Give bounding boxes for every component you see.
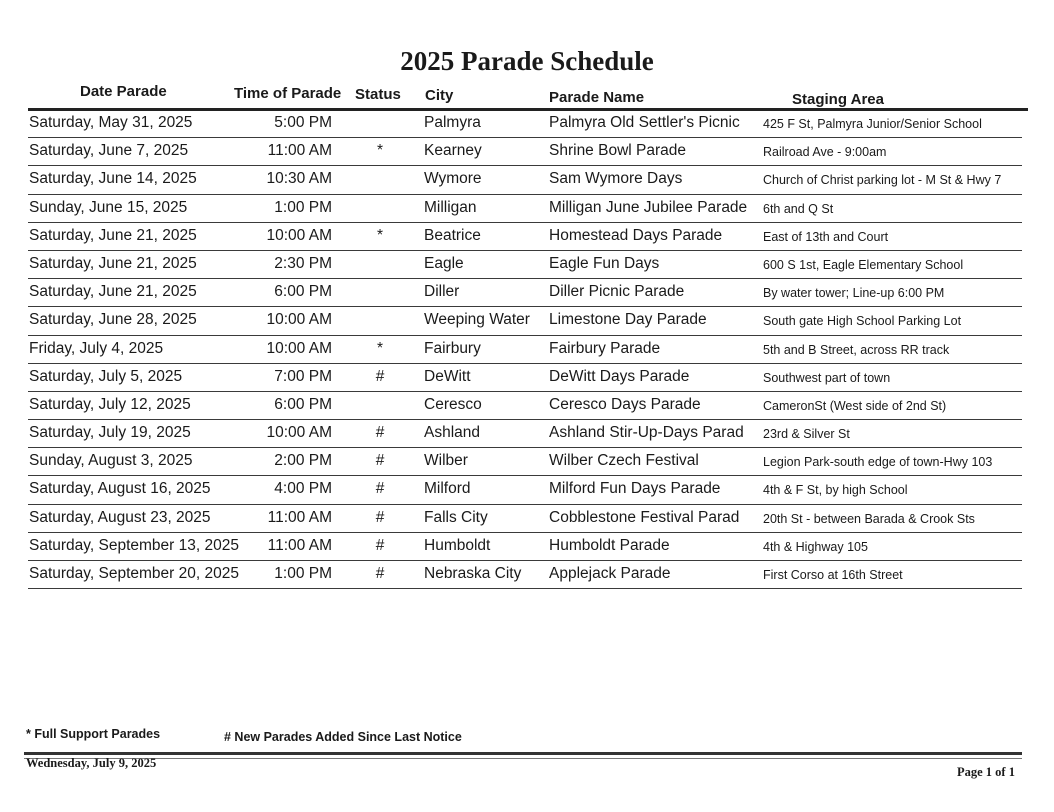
row-staging-area: By water tower; Line-up 6:00 PM xyxy=(763,286,945,301)
row-city: Palmyra xyxy=(424,114,481,131)
row-time: 2:00 PM xyxy=(274,452,332,470)
row-time: 6:00 PM xyxy=(274,283,332,301)
row-city: Falls City xyxy=(424,508,488,526)
row-time: 5:00 PM xyxy=(274,114,332,131)
row-city: DeWitt xyxy=(424,367,471,385)
row-time: 11:00 AM xyxy=(267,508,332,526)
row-status: # xyxy=(375,424,385,442)
legend-new-parades: # New Parades Added Since Last Notice xyxy=(224,730,462,744)
row-parade-name: DeWitt Days Parade xyxy=(549,367,690,385)
footer-date: Wednesday, July 9, 2025 xyxy=(26,756,157,770)
table-row xyxy=(0,251,1054,279)
row-city: Milligan xyxy=(424,198,477,216)
row-time: 11:00 AM xyxy=(267,142,332,160)
row-staging-area: 4th & F St, by high School xyxy=(763,483,908,498)
legend-full-support: * Full Support Parades xyxy=(26,727,161,741)
row-time: 10:00 AM xyxy=(266,424,332,442)
row-city: Humboldt xyxy=(424,536,491,554)
page-title: 2025 Parade Schedule xyxy=(400,46,654,76)
footer-rule xyxy=(24,752,1022,755)
table-row xyxy=(0,420,1054,448)
row-parade-name: Eagle Fun Days xyxy=(549,254,660,272)
row-status: * xyxy=(376,339,384,357)
row-time: 6:00 PM xyxy=(274,395,332,413)
column-header-date: Date Parade xyxy=(80,83,167,100)
row-city: Wilber xyxy=(424,452,468,470)
table-row xyxy=(0,561,1054,589)
table-row xyxy=(0,505,1054,533)
column-header-city: City xyxy=(425,87,454,104)
row-parade-name: Diller Picnic Parade xyxy=(549,283,685,301)
column-header-status: Status xyxy=(355,86,401,103)
row-date: Saturday, July 5, 2025 xyxy=(29,367,183,385)
row-time: 7:00 PM xyxy=(274,367,332,385)
row-status: # xyxy=(375,367,385,385)
schedule-table xyxy=(0,110,1054,589)
row-parade-name: Homestead Days Parade xyxy=(549,226,723,244)
table-row xyxy=(0,448,1054,476)
row-city: Ashland xyxy=(424,424,481,442)
row-parade-name: Sam Wymore Days xyxy=(549,170,683,188)
row-date: Saturday, June 28, 2025 xyxy=(29,311,197,329)
table-row xyxy=(0,279,1054,307)
row-city: Wymore xyxy=(424,170,482,188)
row-time: 4:00 PM xyxy=(274,480,332,498)
column-header-staging-area: Staging Area xyxy=(792,91,884,108)
row-date: Saturday, July 12, 2025 xyxy=(29,395,191,413)
row-time: 1:00 PM xyxy=(274,565,332,582)
row-staging-area: First Corso at 16th Street xyxy=(763,568,903,582)
row-city: Diller xyxy=(424,283,460,301)
row-date: Sunday, June 15, 2025 xyxy=(29,198,188,216)
row-parade-name: Limestone Day Parade xyxy=(549,311,707,329)
row-status: # xyxy=(375,452,385,470)
row-staging-area: 5th and B Street, across RR track xyxy=(763,342,950,357)
row-city: Kearney xyxy=(424,142,482,160)
table-row xyxy=(0,392,1054,420)
row-city: Beatrice xyxy=(424,226,481,244)
table-row xyxy=(0,476,1054,504)
row-parade-name: Ashland Stir-Up-Days Parad xyxy=(549,424,744,442)
row-staging-area: Railroad Ave - 9:00am xyxy=(763,145,887,160)
row-date: Saturday, June 21, 2025 xyxy=(29,254,197,272)
row-parade-name: Milligan June Jubilee Parade xyxy=(549,198,748,216)
table-row xyxy=(0,533,1054,561)
row-city: Ceresco xyxy=(424,395,482,413)
row-staging-area: 6th and Q St xyxy=(763,201,834,216)
row-parade-name: Palmyra Old Settler's Picnic xyxy=(549,114,740,131)
row-date: Friday, July 4, 2025 xyxy=(29,339,164,357)
row-staging-area: 23rd & Silver St xyxy=(763,427,850,442)
table-row xyxy=(0,138,1054,166)
row-time: 10:30 AM xyxy=(266,170,332,188)
row-date: Saturday, July 19, 2025 xyxy=(29,424,191,442)
row-city: Fairbury xyxy=(424,339,481,357)
row-parade-name: Cobblestone Festival Parad xyxy=(549,508,740,526)
row-date: Saturday, September 13, 2025 xyxy=(29,536,239,554)
row-date: Saturday, June 21, 2025 xyxy=(29,226,197,244)
row-staging-area: 20th St - between Barada & Crook Sts xyxy=(763,511,975,526)
row-staging-area: East of 13th and Court xyxy=(763,229,889,244)
row-parade-name: Humboldt Parade xyxy=(549,536,670,554)
row-parade-name: Milford Fun Days Parade xyxy=(549,480,721,498)
row-parade-name: Wilber Czech Festival xyxy=(549,452,699,470)
row-staging-area: 425 F St, Palmyra Junior/Senior School xyxy=(763,117,982,131)
row-parade-name: Applejack Parade xyxy=(549,565,671,582)
row-status: * xyxy=(376,142,384,160)
footer-page-number: Page 1 of 1 xyxy=(957,765,1015,779)
row-status: # xyxy=(375,536,385,554)
row-staging-area: Southwest part of town xyxy=(763,370,891,385)
row-time: 10:00 AM xyxy=(266,339,332,357)
column-header-time: Time of Parade xyxy=(234,85,342,102)
row-status: * xyxy=(376,226,384,244)
row-status: # xyxy=(375,480,385,498)
row-time: 11:00 AM xyxy=(267,536,332,554)
row-parade-name: Fairbury Parade xyxy=(549,339,661,357)
row-date: Sunday, August 3, 2025 xyxy=(29,452,193,470)
row-city: Eagle xyxy=(424,254,464,272)
row-staging-area: Legion Park-south edge of town-Hwy 103 xyxy=(763,455,993,470)
footer-rule-thin xyxy=(24,758,1022,759)
row-date: Saturday, June 14, 2025 xyxy=(29,170,197,188)
table-row xyxy=(0,195,1054,223)
row-time: 10:00 AM xyxy=(266,311,332,329)
row-time: 1:00 PM xyxy=(274,198,332,216)
row-staging-area: 600 S 1st, Eagle Elementary School xyxy=(763,257,964,272)
column-header-parade-name: Parade Name xyxy=(549,89,645,106)
table-row xyxy=(0,364,1054,392)
row-date: Saturday, May 31, 2025 xyxy=(29,114,193,131)
row-time: 10:00 AM xyxy=(266,226,332,244)
table-row xyxy=(0,110,1054,138)
row-date: Saturday, August 23, 2025 xyxy=(29,508,211,526)
row-city: Weeping Water xyxy=(424,311,530,329)
row-status: # xyxy=(375,565,385,582)
row-staging-area: Church of Christ parking lot - M St & Hwy 7 xyxy=(763,173,1002,188)
row-time: 2:30 PM xyxy=(274,254,332,272)
row-status: # xyxy=(375,508,385,526)
row-date: Saturday, June 7, 2025 xyxy=(29,142,189,160)
row-staging-area: 4th & Highway 105 xyxy=(763,539,868,554)
row-city: Nebraska City xyxy=(424,565,522,582)
row-date: Saturday, June 21, 2025 xyxy=(29,283,197,301)
row-staging-area: CameronSt (West side of 2nd St) xyxy=(763,398,947,413)
row-city: Milford xyxy=(424,480,471,498)
table-row xyxy=(0,223,1054,251)
row-parade-name: Shrine Bowl Parade xyxy=(549,142,686,160)
table-row xyxy=(0,166,1054,194)
row-date: Saturday, August 16, 2025 xyxy=(29,480,211,498)
row-date: Saturday, September 20, 2025 xyxy=(29,565,239,582)
row-parade-name: Ceresco Days Parade xyxy=(549,395,701,413)
row-staging-area: South gate High School Parking Lot xyxy=(763,314,962,329)
table-row xyxy=(0,336,1054,364)
table-row xyxy=(0,307,1054,335)
